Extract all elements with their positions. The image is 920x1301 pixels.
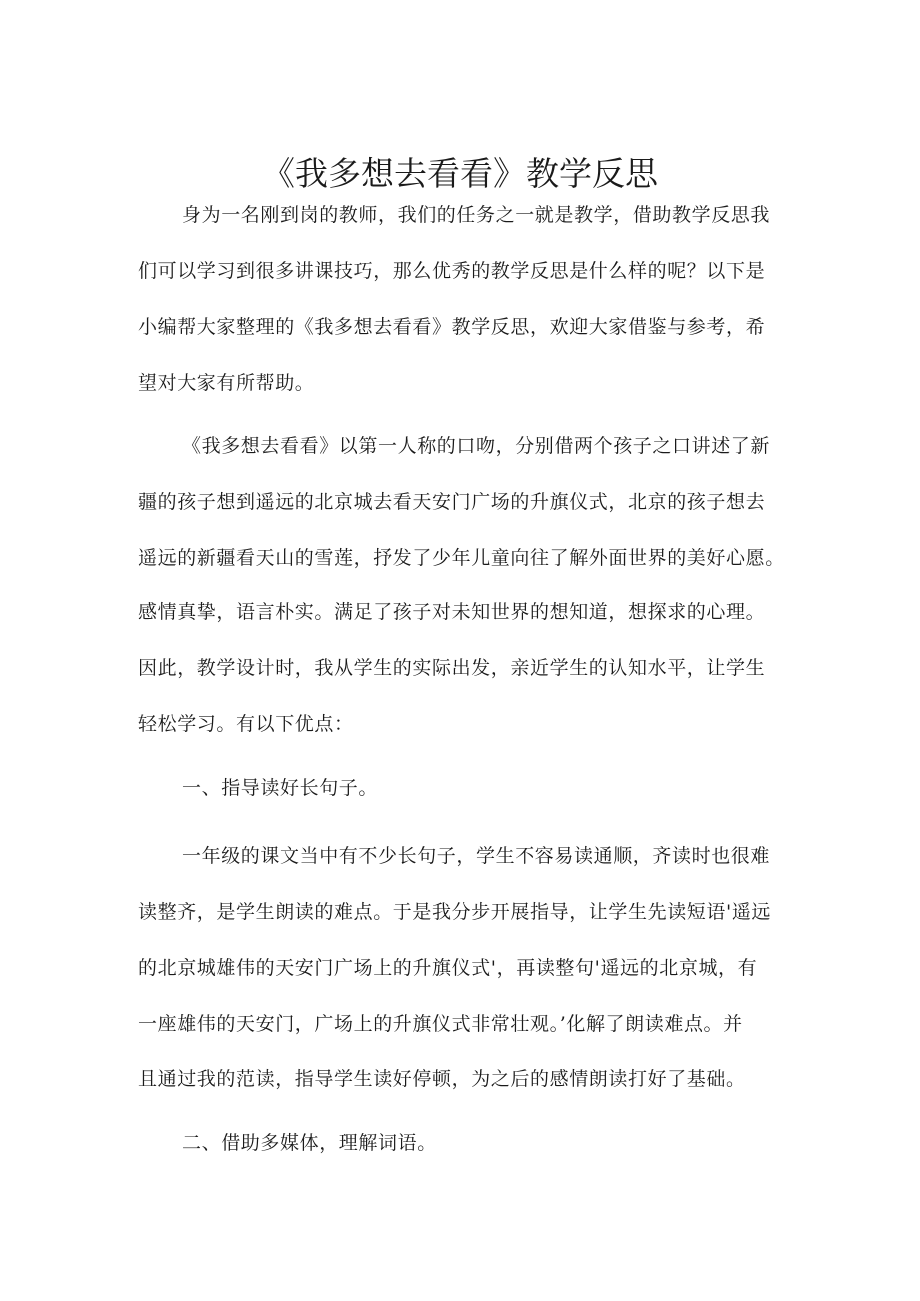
- paragraph-line: 们可以学习到很多讲课技巧，那么优秀的教学反思是什么样的呢？以下是: [138, 260, 766, 282]
- paragraph-line: 感情真挚，语言朴实。满足了孩子对未知世界的想知道，想探求的心理。: [138, 601, 766, 623]
- paragraph-line: 望对大家有所帮助。: [138, 372, 315, 394]
- paragraph-line: 一年级的课文当中有不少长句子，学生不容易读通顺，齐读时也很难: [182, 845, 771, 867]
- paragraph-line: 身为一名刚到岗的教师，我们的任务之一就是教学，借助教学反思我: [182, 204, 771, 226]
- section-heading: 一、指导读好长句子。: [182, 777, 379, 799]
- paragraph-line: 且通过我的范读，指导学生读好停顿，为之后的感情朗读打好了基础。: [138, 1068, 746, 1090]
- paragraph-line: 遥远的新疆看天山的雪莲，抒发了少年儿童向往了解外面世界的美好心愿。: [138, 547, 785, 569]
- section-heading: 二、借助多媒体，理解词语。: [182, 1132, 437, 1154]
- paragraph-line: 疆的孩子想到遥远的北京城去看天安门广场的升旗仪式，北京的孩子想去: [138, 491, 766, 513]
- paragraph-line: 的北京城雄伟的天安门广场上的升旗仪式'，再读整句'遥远的北京城，有: [138, 957, 758, 979]
- paragraph-line: 因此，教学设计时，我从学生的实际出发，亲近学生的认知水平，让学生: [138, 657, 766, 679]
- document-title: 《我多想去看看》教学反思: [262, 154, 658, 194]
- paragraph-line: 读整齐，是学生朗读的难点。于是我分步开展指导，让学生先读短语'遥远: [138, 901, 772, 923]
- paragraph-line: 《我多想去看看》以第一人称的口吻，分别借两个孩子之口讲述了新: [182, 435, 771, 457]
- paragraph-line: 小编帮大家整理的《我多想去看看》教学反思，欢迎大家借鉴与参考，希: [138, 316, 766, 338]
- paragraph-line: 一座雄伟的天安门，广场上的升旗仪式非常壮观。’化解了朗读难点。并: [138, 1013, 743, 1035]
- paragraph-line: 轻松学习。有以下优点：: [138, 713, 354, 735]
